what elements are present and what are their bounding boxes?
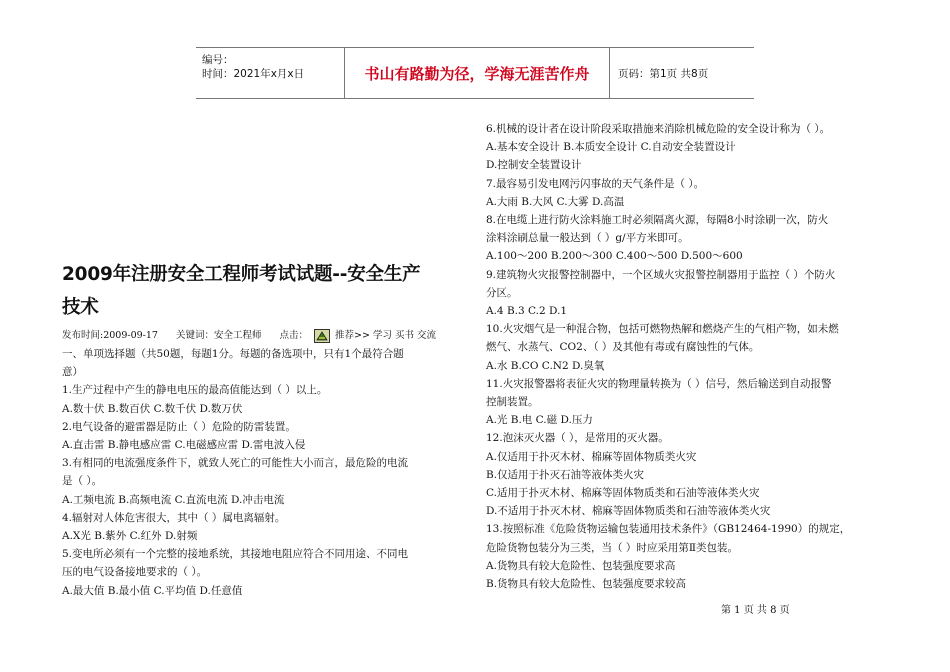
serial-label: 编号： [202,54,234,66]
left-question-list [62,345,462,600]
text-line: A.X光 B.紫外 C.红外 D.射频 [62,530,198,543]
text-line: A.100～200 B.200～300 C.400～500 D.500～600 [486,250,743,263]
text-line: 6.机械的设计者在设计阶段采取措施来消除机械危险的安全设计称为（ ）。 [486,123,831,135]
text-line: 12.泡沫灭火器（ ），是常用的灭火器。 [486,432,669,445]
page-footer: 第 1 页 共 8 页 [721,605,790,616]
text-line: 分区。 [486,286,518,299]
text-line: D.控制安全装置设计 [486,159,582,172]
time-label: 时间：2021年x月x日 [202,68,305,80]
text-line: 涂料涂刷总量一般达到（ ）g/平方米即可。 [486,232,689,245]
text-line: A.4 B.3 C.2 D.1 [486,305,568,318]
header-info-cell [196,48,344,98]
text-line: 一、单项选择题（共50题，每题1分。每题的备选项中，只有1个最符合题 [62,348,404,360]
text-line: A.大雨 B.大风 C.大雾 D.高温 [486,195,625,208]
rating-star-icon[interactable] [314,329,330,343]
slogan-text: 书山有路勤为径，学海无涯苦作舟 [364,64,590,83]
text-line: A.工频电流 B.高频电流 C.直流电流 D.冲击电流 [62,493,285,506]
header-slogan-cell [344,48,610,98]
page-label: 页码：第1页 共8页 [618,67,709,80]
text-line: A.基本安全设计 B.本质安全设计 C.自动安全装置设计 [486,141,736,154]
text-line: 危险货物包装分为三类，当（ ）时应采用第Ⅱ类包装。 [486,541,738,554]
text-line: A.直击雷 B.静电感应雷 C.电磁感应雷 D.雷电波入侵 [62,439,306,452]
text-line: B.货物具有较大危险性、包装强度要求较高 [486,578,687,591]
page-header [196,47,754,99]
text-line: 2.电气设备的避雷器是防止（ ）危险的防雷装置。 [62,420,296,433]
meta-click: 点击： [279,330,309,341]
text-line: 9.建筑物火灾报警控制器中，一个区域火灾报警控制器用于监控（ ）个防火 [486,268,836,281]
text-line: 控制装置。 [486,396,539,409]
text-line: 燃气、水蒸气、CO2、（ ）及其他有毒或有腐蚀性的气体。 [486,341,760,354]
text-line: 意） [62,366,83,379]
text-line: A.仅适用于扑灭木材、棉麻等固体物质类火灾 [486,450,697,463]
text-line: A.最大值 B.最小值 C.平均值 D.任意值 [62,584,243,597]
meta-keywords: 关键词：安全工程师 [175,330,262,341]
text-line: A.货物具有较大危险性、包装强度要求高 [486,559,676,572]
article-title-line2: 技术 [62,297,99,318]
text-line: 3.有相同的电流强度条件下，就致人死亡的可能性大小而言，最危险的电流 [62,457,409,470]
text-line: A.数十伏 B.数百伏 C.数千伏 D.数万伏 [62,402,243,415]
right-column [486,120,888,593]
text-line: 13.按照标准《危险货物运输包装通用技术条件》（GB12464-1990）的规定， [486,523,851,536]
text-line: 5.变电所必须有一个完整的接地系统，其接地电阻应符合不同用途、不同电 [62,548,409,561]
text-line: B.仅适用于扑灭石油等液体类火灾 [486,468,645,481]
text-line: 10.火灾烟气是一种混合物，包括可燃物热解和燃烧产生的气相产物，如未燃 [486,323,839,336]
text-line: C.适用于扑灭木材、棉麻等固体物质类和石油等液体类火灾 [486,487,760,500]
article-title [62,258,462,324]
text-line: 8.在电缆上进行防火涂料施工时必须隔离火源，每隔8小时涂刷一次，防火 [486,214,829,227]
text-line: 1.生产过程中产生的静电电压的最高值能达到（ ）以上。 [62,384,328,397]
article-title-line1: 2009年注册安全工程师考试试题--安全生产 [62,264,421,285]
meta-recommend[interactable]: 推荐>> 学习 买书 交流 [335,330,436,341]
left-column [62,258,462,600]
text-line: A.光 B.电 C.磁 D.压力 [486,414,593,427]
right-question-list [486,120,888,593]
header-page-cell [610,48,754,98]
text-line: 11.火灾报警器将表征火灾的物理量转换为（ ）信号，然后输送到自动报警 [486,377,832,390]
meta-date: 发布时间:2009-09-17 [62,330,158,341]
text-line: 7.最容易引发电网污闪事故的天气条件是（ ）。 [486,177,705,190]
text-line: 压的电气设备接地要求的（ ）。 [62,566,208,579]
text-line: A.水 B.CO C.N2 D.臭氧 [486,359,605,372]
text-line: 是（ ）。 [62,475,103,488]
text-line: 4.辐射对人体危害很大，其中（ ）属电离辐射。 [62,511,286,524]
article-meta [62,327,462,345]
text-line: D.不适用于扑灭木材、棉麻等固体物质类和石油等液体类火灾 [486,505,771,518]
